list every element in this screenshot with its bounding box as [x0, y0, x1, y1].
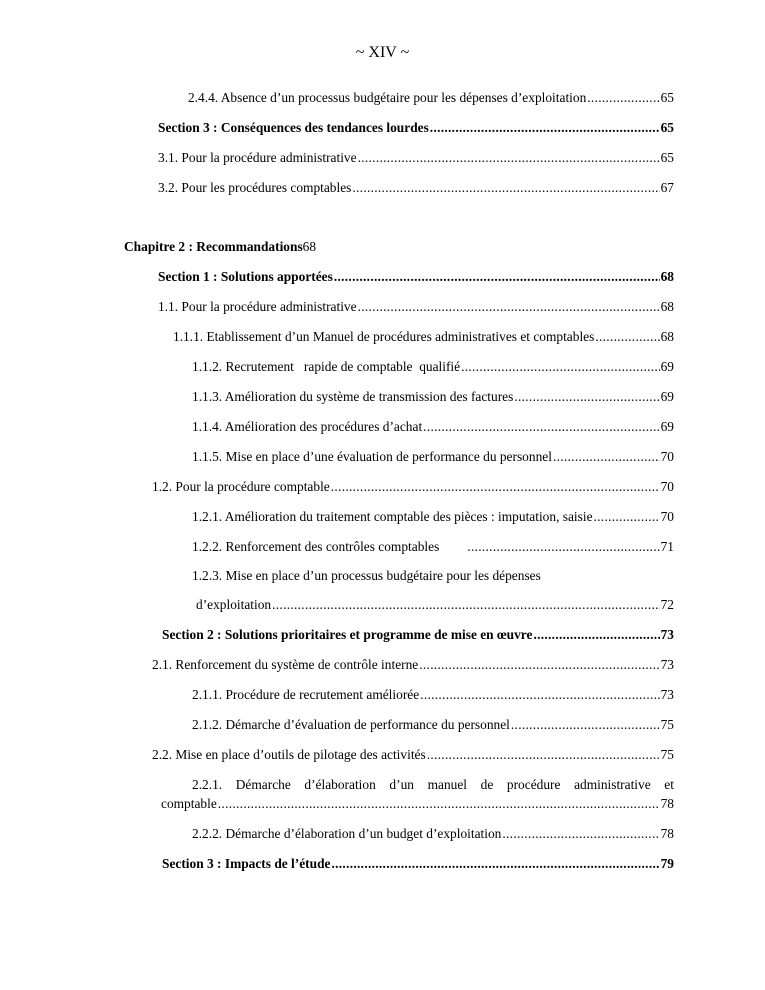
toc-entry-title: 1.2.2. Renforcement des contrôles comptables [192, 539, 440, 554]
leader-dots [218, 796, 660, 812]
toc-entry-title: 2.1.1. Procédure de recrutement améliorée [192, 687, 420, 702]
title-word: d’un [389, 777, 414, 792]
leader-dots [430, 120, 660, 136]
toc-entry-page: 78 [660, 826, 674, 841]
toc-entry-title: 2.1.2. Démarche d’évaluation de performance du personnel [192, 717, 510, 732]
toc-entry-page: 68 [660, 269, 674, 284]
title-word: d’élaboration [304, 777, 376, 792]
toc-section-entry [158, 120, 674, 136]
toc-entry-title: Section 2 : Solutions prioritaires et programme de mise en œuvre [162, 627, 533, 642]
toc-entry-page: 73 [660, 627, 674, 642]
toc-entry-title: 1.1.1. Etablissement d’un Manuel de procédures administratives et comptables [173, 329, 595, 344]
toc-section-entry [162, 856, 674, 872]
toc-entry-page: 73 [660, 657, 674, 672]
toc-entry-title-line1: 1.2.3. Mise en place d’un processus budgétaire pour les dépenses [192, 568, 541, 583]
leader-dots [587, 90, 659, 106]
title-word: procédure [506, 777, 561, 792]
toc-entry-page: 65 [660, 150, 674, 165]
toc-entry-title: 3.2. Pour les procédures comptables [158, 180, 352, 195]
leader-dots [331, 479, 660, 495]
leader-dots [595, 329, 659, 345]
toc-entry-title: Section 3 : Impacts de l’étude [162, 856, 331, 871]
toc-entry-page: 75 [660, 717, 674, 732]
leader-dots [461, 359, 660, 375]
toc-entry-title: 2.2.2. Démarche d’élaboration d’un budget d’exploitation [192, 826, 502, 841]
leader-dots [331, 856, 659, 872]
leader-dots [334, 269, 660, 285]
leader-dots [352, 180, 659, 196]
toc-entry-title: 3.1. Pour la procédure administrative [158, 150, 357, 165]
toc-entry-page: 67 [660, 180, 674, 195]
toc-entry [196, 597, 674, 613]
leader-dots [420, 687, 659, 703]
leader-dots [423, 419, 659, 435]
toc-entry [192, 359, 674, 375]
title-word: manuel [427, 777, 468, 792]
title-word: administrative [574, 777, 651, 792]
toc-entry [192, 717, 674, 733]
leader-dots [419, 657, 659, 673]
toc-entry [192, 826, 674, 842]
toc-entry-title: Section 3 : Conséquences des tendances lourdes [158, 120, 429, 135]
toc-entry-page: 68 [660, 299, 674, 314]
toc-entry-title: Section 1 : Solutions apportées [158, 269, 333, 284]
chapter-heading [124, 239, 316, 255]
toc-entry-page: 79 [660, 856, 674, 871]
leader-dots [272, 597, 659, 613]
toc-entry-title-line2: comptable [161, 796, 217, 811]
toc-entry-page: 65 [660, 120, 674, 135]
title-word: et [664, 777, 674, 792]
toc-entry [192, 539, 674, 555]
title-word: 2.2.1. [192, 777, 223, 792]
toc-entry [192, 687, 674, 703]
toc-entry [192, 389, 674, 405]
leader-dots [553, 449, 660, 465]
toc-entry-title: 2.2. Mise en place d’outils de pilotage des activités [152, 747, 426, 762]
title-word: Démarche [235, 777, 291, 792]
toc-entry-title: 1.1.4. Amélioration des procédures d’achat [192, 419, 423, 434]
title-word: de [480, 777, 494, 792]
leader-dots [514, 389, 659, 405]
leader-dots [511, 717, 660, 733]
leader-dots [502, 826, 659, 842]
toc-entry-page: 69 [660, 419, 674, 434]
toc-entry-page: 73 [660, 687, 674, 702]
toc-entry [192, 419, 674, 435]
chapter-page: 68 [302, 239, 317, 254]
page-number: ~ XIV ~ [355, 44, 410, 61]
toc-entry-title: 1.1.5. Mise en place d’une évaluation de performance du personnel [192, 449, 552, 464]
toc-entry-page: 75 [660, 747, 674, 762]
toc-entry [152, 479, 674, 495]
leader-dots [467, 539, 659, 555]
toc-entry [161, 796, 674, 812]
toc-entry-title: 2.4.4. Absence d’un processus budgétaire pour les dépenses d’exploitation [188, 90, 587, 105]
toc-section-entry [158, 269, 674, 285]
leader-dots [427, 747, 660, 763]
toc-entry-title: 1.2.1. Amélioration du traitement comptable des pièces : imputation, saisie [192, 509, 593, 524]
toc-entry-title-line2: d’exploitation [196, 597, 272, 612]
leader-dots [358, 150, 660, 166]
toc-entry [152, 747, 674, 763]
toc-section-entry [162, 627, 674, 643]
toc-entry [158, 180, 674, 196]
toc-entry-page: 72 [660, 597, 674, 612]
leader-dots [358, 299, 660, 315]
toc-entry-page: 65 [660, 90, 674, 105]
toc-entry [158, 150, 674, 166]
toc-entry-page: 70 [660, 479, 674, 494]
toc-entry-title: 2.1. Renforcement du système de contrôle interne [152, 657, 419, 672]
toc-entry-page: 69 [660, 359, 674, 374]
toc-entry [192, 509, 674, 525]
toc-entry-page: 70 [660, 449, 674, 464]
toc-entry-title: 1.2. Pour la procédure comptable [152, 479, 330, 494]
toc-entry-page: 71 [660, 539, 674, 554]
leader-dots [594, 509, 660, 525]
toc-entry-title: 1.1.3. Amélioration du système de transmission des factures [192, 389, 514, 404]
chapter-title: Chapitre 2 : Recommandations [124, 239, 303, 254]
toc-entry [152, 657, 674, 673]
toc-entry-title: 1.1. Pour la procédure administrative [158, 299, 357, 314]
toc-entry [158, 299, 674, 315]
toc-entry [192, 449, 674, 465]
toc-entry-title-line1 [192, 777, 674, 793]
leader-dots [533, 627, 659, 643]
toc-entry [188, 90, 674, 106]
toc-entry-page: 70 [660, 509, 674, 524]
toc-entry-page: 68 [660, 329, 674, 344]
toc-entry-title: 1.1.2. Recrutement rapide de comptable qualifié [192, 359, 461, 374]
toc-entry-page: 78 [660, 796, 674, 811]
toc-entry-page: 69 [660, 389, 674, 404]
toc-entry [173, 329, 674, 345]
